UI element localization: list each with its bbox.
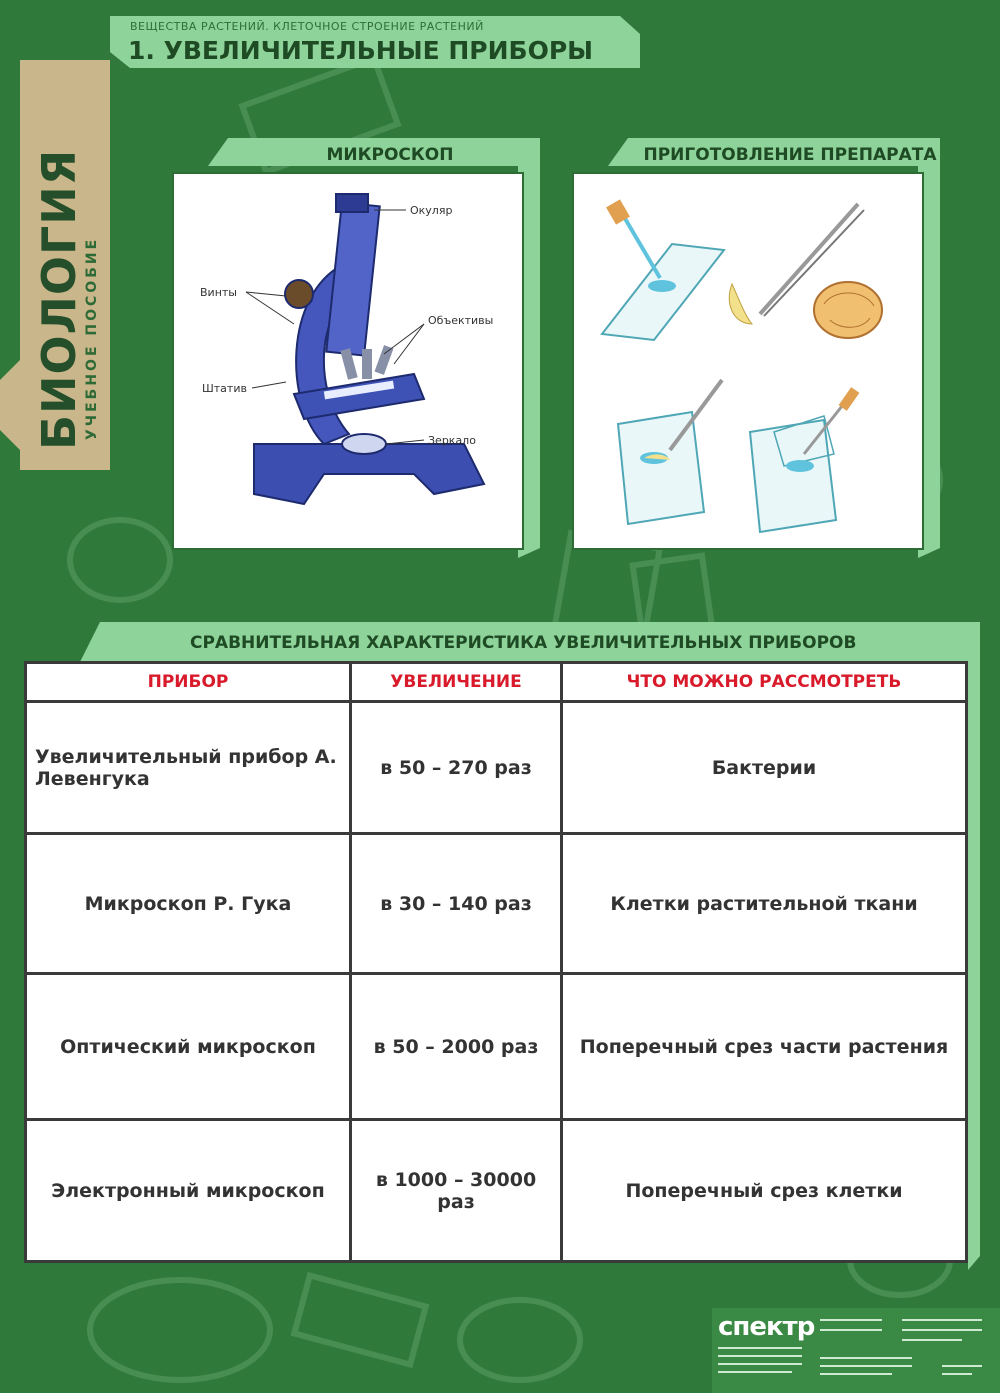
cell-magnification: в 50 – 2000 раз (351, 974, 562, 1120)
cell-device: Оптический микроскоп (26, 974, 351, 1120)
cell-magnification: в 50 – 270 раз (351, 702, 562, 834)
cell-device: Электронный микроскоп (26, 1120, 351, 1262)
side-title: БИОЛОГИЯ (32, 148, 86, 450)
cell-magnification: в 1000 – 30000 раз (351, 1120, 562, 1262)
publisher-logo (712, 1308, 1000, 1393)
subject-subtitle: ВЕЩЕСТВА РАСТЕНИЙ. КЛЕТОЧНОЕ СТРОЕНИЕ РАСТЕНИЙ (130, 20, 484, 33)
cell-observable: Бактерии (562, 702, 967, 834)
label-mirror: Зеркало (428, 434, 476, 447)
cell-observable: Поперечный срез части растения (562, 974, 967, 1120)
label-screws: Винты (200, 286, 237, 299)
preparation-illustration (572, 172, 924, 550)
table-row (26, 1120, 967, 1262)
table-row (26, 834, 967, 974)
label-eyepiece: Окуляр (410, 204, 453, 217)
cell-device: Микроскоп Р. Гука (26, 834, 351, 974)
microscope-heading: МИКРОСКОП (326, 145, 454, 165)
cell-observable: Поперечный срез клетки (562, 1120, 967, 1262)
page-title: 1. УВЕЛИЧИТЕЛЬНЫЕ ПРИБОРЫ (128, 36, 594, 65)
cell-device: Увеличительный прибор А. Левенгука (26, 702, 351, 834)
microscope-illustration (172, 172, 524, 550)
preparation-heading: ПРИГОТОВЛЕНИЕ ПРЕПАРАТА (643, 145, 937, 165)
comparison-table (24, 661, 968, 1263)
publisher-name: спектр (718, 1312, 815, 1342)
side-subtitle: УЧЕБНОЕ ПОСОБИЕ (84, 236, 100, 440)
table-heading: СРАВНИТЕЛЬНАЯ ХАРАКТЕРИСТИКА УВЕЛИЧИТЕЛЬНЫХ ПРИБОРОВ (190, 633, 857, 653)
label-objectives: Объективы (428, 314, 494, 327)
table-row (26, 974, 967, 1120)
table-row (26, 702, 967, 834)
column-header-device: ПРИБОР (26, 663, 351, 702)
side-tab (0, 60, 110, 470)
label-stand: Штатив (202, 382, 247, 395)
column-header-observable: ЧТО МОЖНО РАССМОТРЕТЬ (562, 663, 967, 702)
cell-magnification: в 30 – 140 раз (351, 834, 562, 974)
cell-observable: Клетки растительной ткани (562, 834, 967, 974)
column-header-magnification: УВЕЛИЧЕНИЕ (351, 663, 562, 702)
